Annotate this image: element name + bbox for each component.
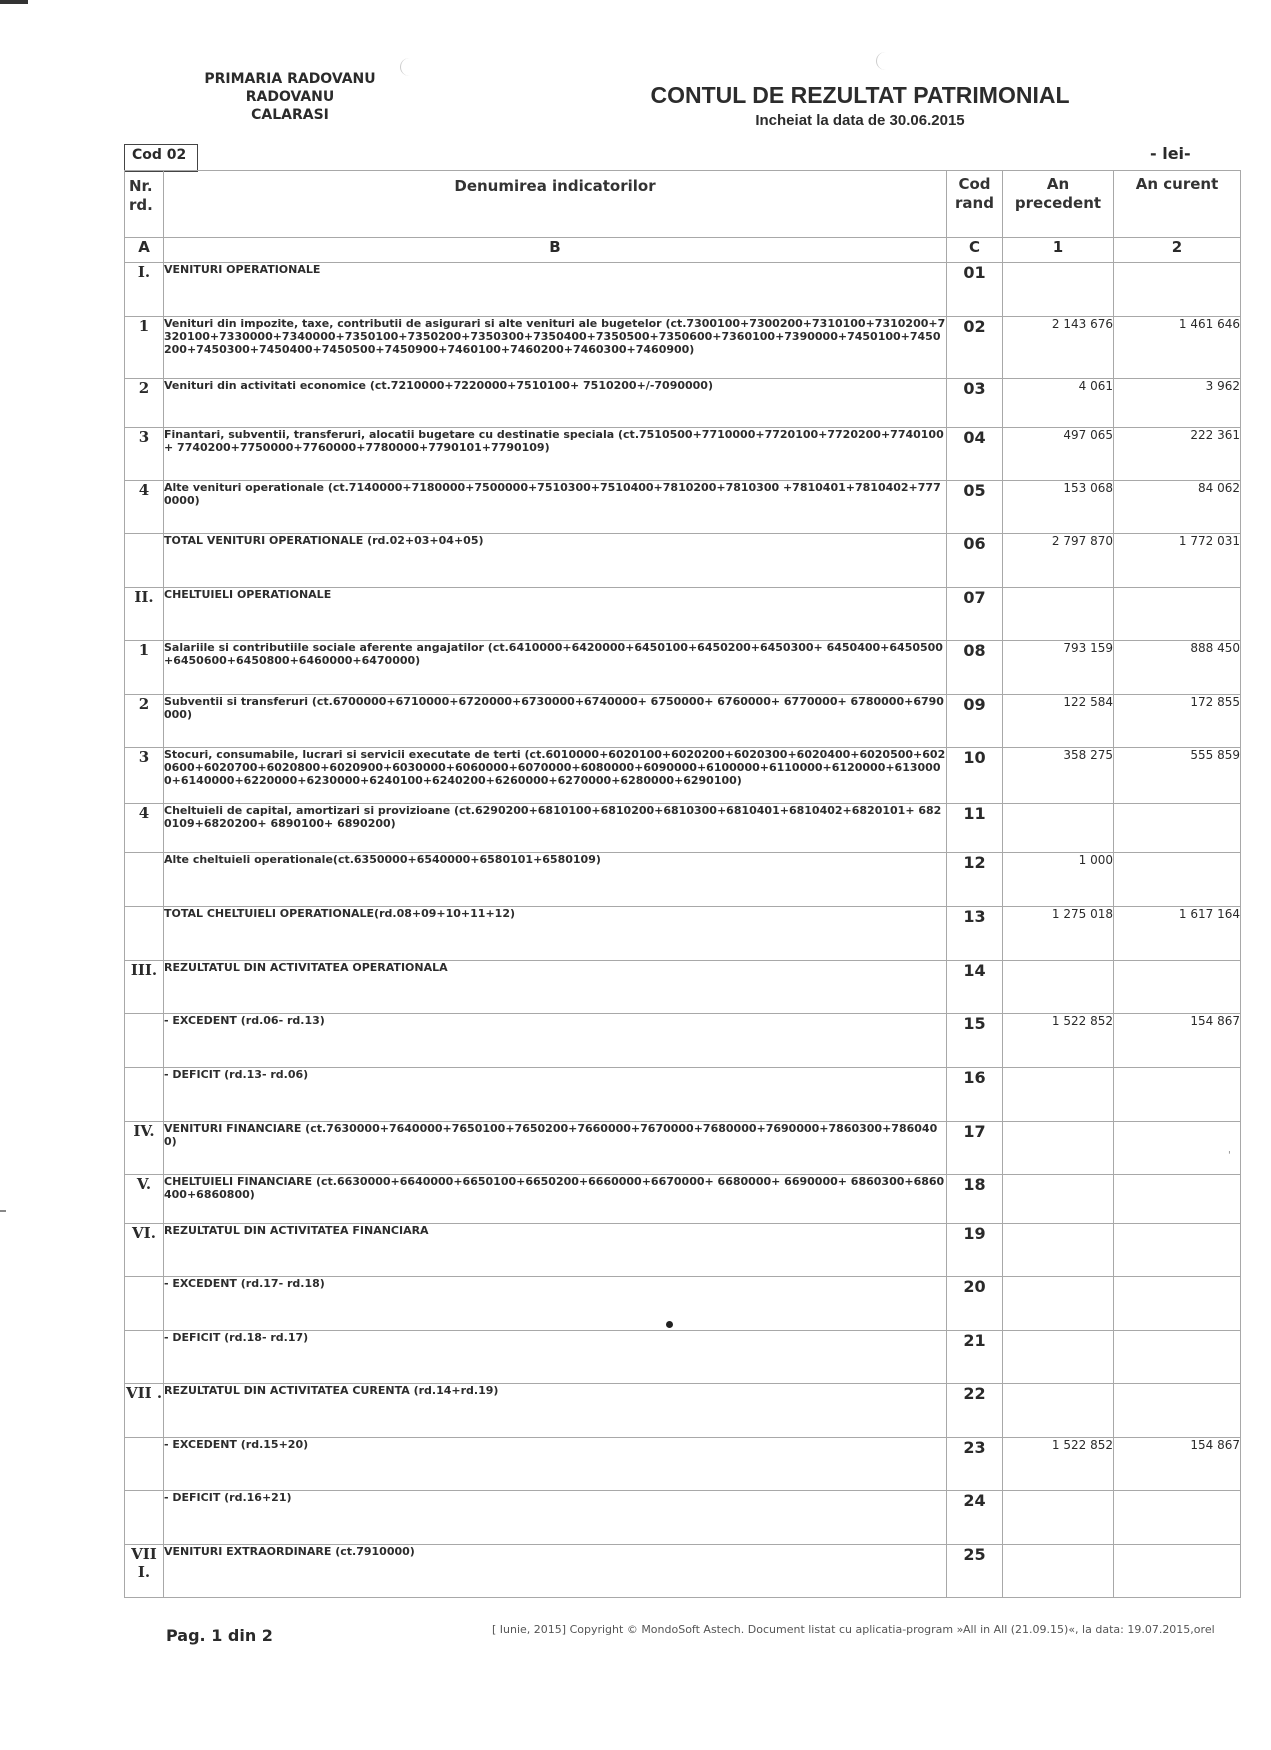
row-code: 11 [947, 804, 1003, 853]
value-previous-year: 122 584 [1003, 695, 1114, 748]
page-number: Pag. 1 din 2 [166, 1626, 273, 1645]
value-current-year: 888 450 [1114, 641, 1241, 695]
indicator-name: TOTAL VENITURI OPERATIONALE (rd.02+03+04+05) [164, 534, 947, 588]
row-number [125, 1068, 164, 1122]
row-code: 23 [947, 1438, 1003, 1491]
row-code: 10 [947, 748, 1003, 804]
indicator-name: - EXCEDENT (rd.17- rd.18) [164, 1277, 947, 1331]
institution-header [195, 70, 385, 124]
copyright-note: [ Iunie, 2015] Copyright © MondoSoft Astech. Document listat cu aplicatia-program »All in All (21.09.15)«, la data: 19.07.2015,orel [492, 1623, 1215, 1636]
row-code: 24 [947, 1491, 1003, 1545]
table-row [125, 481, 1241, 534]
row-code: 02 [947, 317, 1003, 379]
indicator-name: Cheltuieli de capital, amortizari si provizioane (ct.6290200+6810100+6810200+6810300+6810401+6810402+6820101+ 6820109+6820200+ 6890100+ 6890200) [164, 804, 947, 853]
row-number [125, 853, 164, 907]
scan-speck [666, 1321, 673, 1328]
value-previous-year: 153 068 [1003, 481, 1114, 534]
row-number [125, 1331, 164, 1384]
value-previous-year [1003, 1122, 1114, 1175]
value-previous-year [1003, 1545, 1114, 1598]
row-code: 16 [947, 1068, 1003, 1122]
value-previous-year: 1 522 852 [1003, 1438, 1114, 1491]
row-number: V. [125, 1175, 164, 1224]
report-table [124, 170, 1241, 1598]
row-code: 04 [947, 428, 1003, 481]
value-previous-year: 1 000 [1003, 853, 1114, 907]
row-number: 4 [125, 804, 164, 853]
indicator-name: Subventii si transferuri (ct.6700000+6710000+6720000+6730000+6740000+ 6750000+ 6760000+ 6770000+ 6780000+6790000) [164, 695, 947, 748]
value-previous-year [1003, 1068, 1114, 1122]
row-code: 05 [947, 481, 1003, 534]
table-row [125, 1438, 1241, 1491]
value-current-year [1114, 853, 1241, 907]
column-header-cod: Cod rand [947, 171, 1003, 238]
row-code: 20 [947, 1277, 1003, 1331]
table-row [125, 588, 1241, 641]
table-row [125, 1068, 1241, 1122]
value-current-year: 1 461 646 [1114, 317, 1241, 379]
table-row [125, 804, 1241, 853]
scan-artifact [876, 52, 895, 70]
table-row [125, 1014, 1241, 1068]
row-code: 07 [947, 588, 1003, 641]
currency-unit: - lei- [1150, 144, 1191, 163]
indicator-name: Venituri din impozite, taxe, contributii de asigurari si alte venituri ale bugetelor (ct.7300100+7300200+7310100+7310200+7320100+7330000+7340000+7350100+7350200+7350300+7350400+7350500+7350600+7360100+7390000+7450100+7450200+7450300+7450400+7450500+7450900+7460100+7460200+7460300+7460900) [164, 317, 947, 379]
row-code: 09 [947, 695, 1003, 748]
institution-line: CALARASI [251, 107, 329, 123]
indicator-name: CHELTUIELI FINANCIARE (ct.6630000+6640000+6650100+6650200+6660000+6670000+ 6680000+ 6690000+ 6860300+6860400+6860800) [164, 1175, 947, 1224]
table-row [125, 853, 1241, 907]
document-subtitle: Incheiat la data de 30.06.2015 [755, 112, 965, 129]
value-previous-year [1003, 1384, 1114, 1438]
institution-line: RADOVANU [245, 89, 335, 105]
scan-artifact [400, 58, 419, 76]
value-previous-year [1003, 961, 1114, 1014]
indicator-name: - DEFICIT (rd.18- rd.17) [164, 1331, 947, 1384]
indicator-name: - DEFICIT (rd.13- rd.06) [164, 1068, 947, 1122]
table-row [125, 534, 1241, 588]
institution-line: PRIMARIA RADOVANU [204, 71, 376, 87]
column-letter: 2 [1114, 238, 1241, 263]
table-row [125, 1277, 1241, 1331]
indicator-name: VENITURI FINANCIARE (ct.7630000+7640000+7650100+7650200+7660000+7670000+7680000+7690000+7860300+7860400) [164, 1122, 947, 1175]
value-current-year [1114, 1224, 1241, 1277]
value-current-year [1114, 961, 1241, 1014]
row-number [125, 1491, 164, 1545]
row-number: 3 [125, 748, 164, 804]
value-current-year: 1 617 164 [1114, 907, 1241, 961]
indicator-name: REZULTATUL DIN ACTIVITATEA OPERATIONALA [164, 961, 947, 1014]
row-code: 08 [947, 641, 1003, 695]
row-number [125, 1014, 164, 1068]
value-current-year: 84 062 [1114, 481, 1241, 534]
row-code: 21 [947, 1331, 1003, 1384]
column-header-prev: An precedent [1003, 171, 1114, 238]
row-number: 2 [125, 695, 164, 748]
row-number: II. [125, 588, 164, 641]
row-code: 19 [947, 1224, 1003, 1277]
row-number: 2 [125, 379, 164, 428]
column-letter: 1 [1003, 238, 1114, 263]
row-number: IV. [125, 1122, 164, 1175]
value-current-year: 1 772 031 [1114, 534, 1241, 588]
row-number: 3 [125, 428, 164, 481]
row-code: 25 [947, 1545, 1003, 1598]
row-number: VII I. [125, 1545, 164, 1598]
indicator-name: Salariile si contributiile sociale aferente angajatilor (ct.6410000+6420000+6450100+6450200+6450300+ 6450400+6450500+6450600+6450800+6460000+6470000) [164, 641, 947, 695]
table-row [125, 1175, 1241, 1224]
row-number: VII . [125, 1384, 164, 1438]
row-number [125, 534, 164, 588]
value-previous-year: 2 143 676 [1003, 317, 1114, 379]
row-code: 17 [947, 1122, 1003, 1175]
row-code: 01 [947, 263, 1003, 317]
value-current-year [1114, 1175, 1241, 1224]
indicator-name: Finantari, subventii, transferuri, alocatii bugetare cu destinatie speciala (ct.7510500+7710000+7720100+7720200+7740100+ 7740200+7750000+7760000+7780000+7790101+7790109) [164, 428, 947, 481]
row-number [125, 1277, 164, 1331]
indicator-name: Alte cheltuieli operationale(ct.6350000+6540000+6580101+6580109) [164, 853, 947, 907]
value-previous-year [1003, 1331, 1114, 1384]
row-number [125, 1438, 164, 1491]
value-previous-year [1003, 1175, 1114, 1224]
value-current-year [1114, 1122, 1241, 1175]
column-letter-row [125, 238, 1241, 263]
column-header-curr: An curent [1114, 171, 1241, 238]
value-previous-year: 4 061 [1003, 379, 1114, 428]
value-previous-year [1003, 263, 1114, 317]
value-previous-year [1003, 804, 1114, 853]
value-current-year [1114, 1068, 1241, 1122]
value-current-year [1114, 1384, 1241, 1438]
table-row [125, 428, 1241, 481]
table-row [125, 695, 1241, 748]
indicator-name: - EXCEDENT (rd.15+20) [164, 1438, 947, 1491]
value-current-year: 172 855 [1114, 695, 1241, 748]
row-code: 18 [947, 1175, 1003, 1224]
row-number: 1 [125, 317, 164, 379]
value-current-year [1114, 1545, 1241, 1598]
indicator-name: Venituri din activitati economice (ct.7210000+7220000+7510100+ 7510200+/-7090000) [164, 379, 947, 428]
value-previous-year: 1 275 018 [1003, 907, 1114, 961]
row-number: 1 [125, 641, 164, 695]
table-row [125, 1122, 1241, 1175]
row-number [125, 907, 164, 961]
value-current-year: 555 859 [1114, 748, 1241, 804]
indicator-name: REZULTATUL DIN ACTIVITATEA FINANCIARA [164, 1224, 947, 1277]
column-letter: B [164, 238, 947, 263]
row-code: 22 [947, 1384, 1003, 1438]
row-code: 13 [947, 907, 1003, 961]
value-previous-year: 497 065 [1003, 428, 1114, 481]
table-row [125, 1331, 1241, 1384]
table-row [125, 641, 1241, 695]
column-letter: C [947, 238, 1003, 263]
row-number: VI. [125, 1224, 164, 1277]
row-code: 15 [947, 1014, 1003, 1068]
indicator-name: TOTAL CHELTUIELI OPERATIONALE(rd.08+09+10+11+12) [164, 907, 947, 961]
table-row [125, 263, 1241, 317]
scan-edge-mark [0, 0, 28, 4]
indicator-name: - DEFICIT (rd.16+21) [164, 1491, 947, 1545]
indicator-name: VENITURI EXTRAORDINARE (ct.7910000) [164, 1545, 947, 1598]
table-row [125, 961, 1241, 1014]
value-previous-year: 1 522 852 [1003, 1014, 1114, 1068]
table-row [125, 1491, 1241, 1545]
indicator-name: Alte venituri operationale (ct.7140000+7180000+7500000+7510300+7510400+7810200+7810300 +7810401+7810402+7770000) [164, 481, 947, 534]
value-current-year [1114, 1277, 1241, 1331]
form-code-box: Cod 02 [124, 144, 198, 172]
indicator-name: REZULTATUL DIN ACTIVITATEA CURENTA (rd.14+rd.19) [164, 1384, 947, 1438]
table-row [125, 1224, 1241, 1277]
column-header-name: Denumirea indicatorilor [164, 171, 947, 238]
table-header-row [125, 171, 1241, 238]
table-row [125, 1545, 1241, 1598]
value-previous-year [1003, 1491, 1114, 1545]
value-current-year [1114, 804, 1241, 853]
document-title: CONTUL DE REZULTAT PATRIMONIAL [650, 82, 1070, 108]
scan-edge-tick [0, 1210, 6, 1212]
value-previous-year [1003, 588, 1114, 641]
indicator-name: VENITURI OPERATIONALE [164, 263, 947, 317]
row-number: III. [125, 961, 164, 1014]
value-previous-year [1003, 1277, 1114, 1331]
value-current-year [1114, 1491, 1241, 1545]
column-header-nr: Nr. rd. [125, 171, 164, 238]
table-row [125, 907, 1241, 961]
scan-mark-small: ' [1228, 1150, 1231, 1161]
value-previous-year: 793 159 [1003, 641, 1114, 695]
value-previous-year: 2 797 870 [1003, 534, 1114, 588]
row-code: 12 [947, 853, 1003, 907]
value-current-year: 222 361 [1114, 428, 1241, 481]
table-row [125, 317, 1241, 379]
row-code: 03 [947, 379, 1003, 428]
value-current-year [1114, 588, 1241, 641]
value-current-year: 154 867 [1114, 1014, 1241, 1068]
table-row [125, 379, 1241, 428]
value-current-year [1114, 263, 1241, 317]
value-current-year: 3 962 [1114, 379, 1241, 428]
value-current-year [1114, 1331, 1241, 1384]
value-previous-year [1003, 1224, 1114, 1277]
row-code: 06 [947, 534, 1003, 588]
value-current-year: 154 867 [1114, 1438, 1241, 1491]
indicator-name: - EXCEDENT (rd.06- rd.13) [164, 1014, 947, 1068]
table-row [125, 1384, 1241, 1438]
indicator-name: CHELTUIELI OPERATIONALE [164, 588, 947, 641]
column-letter: A [125, 238, 164, 263]
row-number: 4 [125, 481, 164, 534]
row-code: 14 [947, 961, 1003, 1014]
value-previous-year: 358 275 [1003, 748, 1114, 804]
row-number: I. [125, 263, 164, 317]
table-row [125, 748, 1241, 804]
indicator-name: Stocuri, consumabile, lucrari si servicii executate de terti (ct.6010000+6020100+6020200+6020300+6020400+6020500+6020600+6020700+6020800+6020900+6030000+6060000+6070000+6080000+6090000+6100000+6110000+6120000+6130000+6140000+6220000+6230000+6240100+6240200+6260000+6270000+6280000+6290100) [164, 748, 947, 804]
